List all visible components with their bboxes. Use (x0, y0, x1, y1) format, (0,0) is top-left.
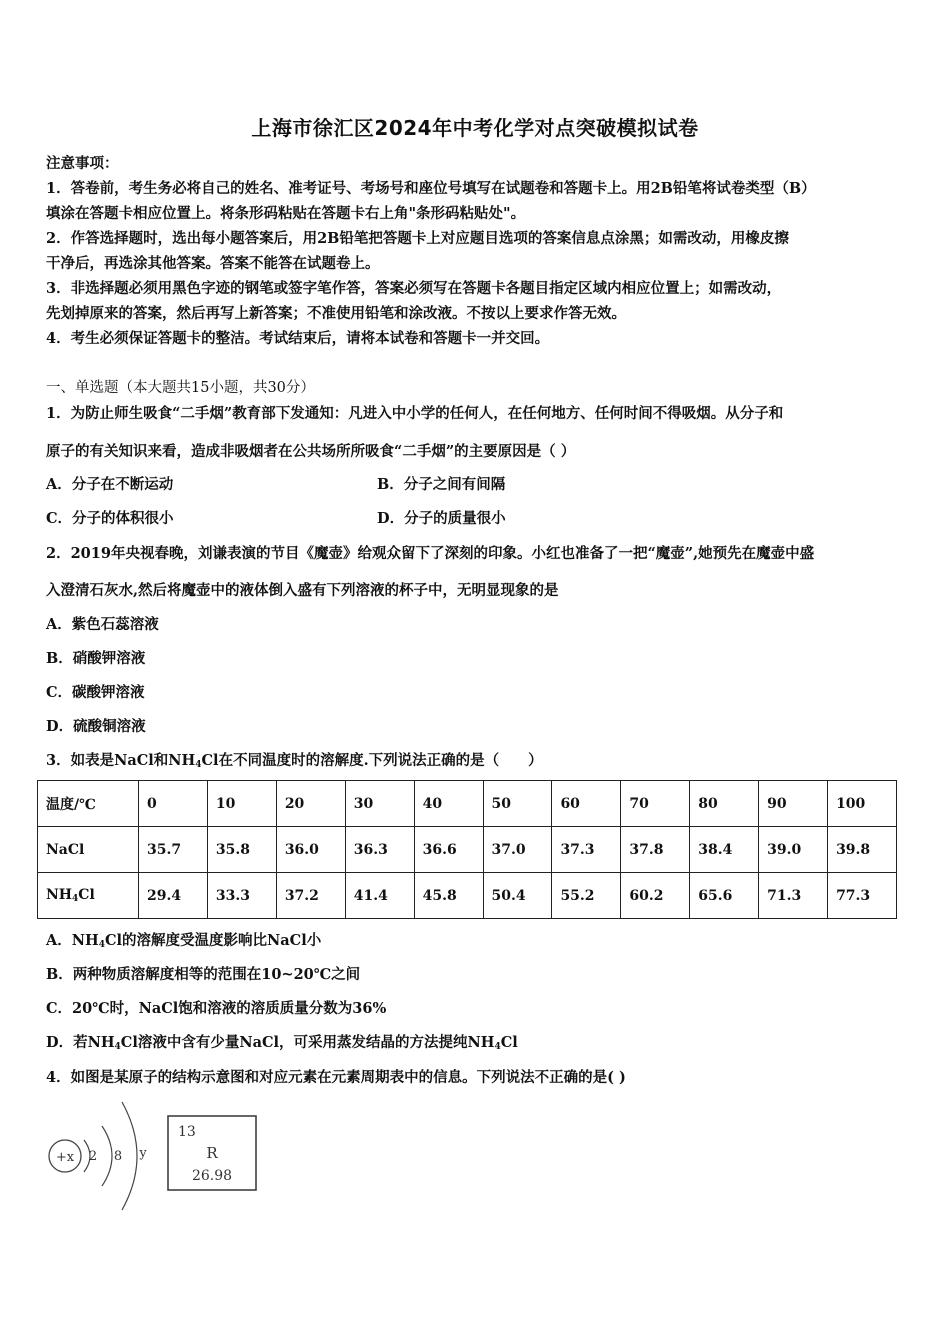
question-2-stem: 入澄清石灰水,然后将魔壶中的液体倒入盛有下列溶液的杯子中，无明显现象的是 (46, 582, 559, 599)
table-cell: 50 (483, 781, 552, 827)
table-row (38, 827, 897, 873)
table-cell: 37.2 (276, 873, 345, 919)
table-cell: 90 (759, 781, 828, 827)
question-4-stem: 4．如图是某原子的结构示意图和对应元素在元素周期表中的信息。下列说法不正确的是( ) (46, 1069, 626, 1086)
q3-option-a: A．$NH_4Cl$的溶解度受温度影响比NaCl小 (46, 932, 322, 950)
atom-structure-figure (40, 1094, 270, 1219)
table-cell: 39.8 (828, 827, 897, 873)
notice-line: 1．答卷前，考生务必将自己的姓名、准考证号、考场号和座位号填写在试题卷和答题卡上。用2B铅笔将试卷类型（B） (46, 180, 816, 197)
table-cell: 38.4 (690, 827, 759, 873)
solubility-table (37, 780, 897, 919)
table-cell: 10 (207, 781, 276, 827)
table-cell: 29.4 (139, 873, 208, 919)
table-cell: 80 (690, 781, 759, 827)
q1-option-c: C．分子的体积很小 (46, 510, 174, 527)
table-cell: 50.4 (483, 873, 552, 919)
q1-option-a: A．分子在不断运动 (46, 476, 174, 493)
question-2-stem: 2．2019年央视春晚，刘谦表演的节目《魔壶》给观众留下了深刻的印象。小红也准备了一把“魔壶”,她预先在魔壶中盛 (46, 545, 815, 562)
table-cell: 77.3 (828, 873, 897, 919)
table-cell: 41.4 (345, 873, 414, 919)
nucleus-charge: +x (55, 1150, 75, 1165)
notice-line: 2．作答选择题时，选出每小题答案后，用2B铅笔把答题卡上对应题目选项的答案信息点涂黑；如需改动，用橡皮擦 (46, 230, 789, 247)
table-cell: 71.3 (759, 873, 828, 919)
table-cell: 55.2 (552, 873, 621, 919)
table-cell: 60.2 (621, 873, 690, 919)
table-cell: 45.8 (414, 873, 483, 919)
table-cell: 30 (345, 781, 414, 827)
shell-3-count: y (139, 1146, 147, 1161)
notice-heading: 注意事项： (46, 155, 119, 172)
q2-option-d: D．硫酸铜溶液 (46, 718, 146, 735)
table-cell: 温度/℃ (38, 781, 139, 827)
shell-2-count: 8 (113, 1149, 123, 1164)
question-1-stem: 1．为防止师生吸食“二手烟”教育部下发通知：凡进入中小学的任何人，在任何地方、任何时间不得吸烟。从分子和 (46, 405, 784, 422)
shell-1-count: 2 (88, 1149, 98, 1164)
electron-shell-2 (102, 1126, 112, 1186)
table-cell: 36.6 (414, 827, 483, 873)
electron-shell-3 (122, 1102, 137, 1210)
table-cell: 37.0 (483, 827, 552, 873)
table-cell: 0 (139, 781, 208, 827)
table-cell: 37.3 (552, 827, 621, 873)
table-cell: 35.7 (139, 827, 208, 873)
q2-option-a: A．紫色石蕊溶液 (46, 616, 159, 633)
notice-line: 4．考生必须保证答题卡的整洁。考试结束后，请将本试卷和答题卡一并交回。 (46, 330, 550, 347)
q3-option-c: C．20℃时，NaCl饱和溶液的溶质质量分数为36% (46, 1000, 387, 1017)
table-cell: 40 (414, 781, 483, 827)
notice-line: 先划掉原来的答案，然后再写上新答案；不准使用铅笔和涂改液。不按以上要求作答无效。 (46, 305, 626, 322)
table-cell: 39.0 (759, 827, 828, 873)
question-3-stem: 3．如表是NaCl和$NH_4Cl$在不同温度时的溶解度.下列说法正确的是（ ） (46, 752, 543, 770)
table-cell: 33.3 (207, 873, 276, 919)
table-cell: 36.3 (345, 827, 414, 873)
atom-diagram (40, 1094, 270, 1219)
notice-line: 填涂在答题卡相应位置上。将条形码粘贴在答题卡右上角"条形码粘贴处"。 (46, 205, 526, 222)
table-cell: 36.0 (276, 827, 345, 873)
table-cell: 100 (828, 781, 897, 827)
table-row (38, 781, 897, 827)
notice-line: 3．非选择题必须用黑色字迹的钢笔或签字笔作答，答案必须写在答题卡各题目指定区域内相应位置上；如需改动， (46, 280, 782, 297)
section-heading: 一、单选题（本大题共15小题，共30分） (46, 380, 315, 396)
q3-option-b: B．两种物质溶解度相等的范围在10~20℃之间 (46, 966, 361, 983)
element-symbol: R (206, 1144, 218, 1162)
table-cell: 60 (552, 781, 621, 827)
q2-option-c: C．碳酸钾溶液 (46, 684, 145, 701)
q1-option-d: D．分子的质量很小 (377, 510, 506, 527)
table-cell: 70 (621, 781, 690, 827)
table-cell: $NH_4Cl$ (38, 873, 139, 919)
notice-line: 干净后，再选涂其他答案。答案不能答在试题卷上。 (46, 255, 380, 272)
atomic-number: 13 (178, 1124, 196, 1140)
q1-option-b: B．分子之间有间隔 (377, 476, 506, 493)
table-cell: 35.8 (207, 827, 276, 873)
atomic-mass: 26.98 (191, 1168, 233, 1184)
table-cell: 20 (276, 781, 345, 827)
page-title: 上海市徐汇区2024年中考化学对点突破模拟试卷 (251, 116, 699, 140)
table-cell: 65.6 (690, 873, 759, 919)
table-row (38, 873, 897, 919)
table-cell: 37.8 (621, 827, 690, 873)
q2-option-b: B．硝酸钾溶液 (46, 650, 146, 667)
q3-option-d: D．若$NH_4Cl$溶液中含有少量NaCl，可采用蒸发结晶的方法提纯$NH_4Cl$ (46, 1034, 518, 1052)
table-cell: NaCl (38, 827, 139, 873)
question-1-stem: 原子的有关知识来看，造成非吸烟者在公共场所所吸食“二手烟”的主要原因是（ ） (46, 443, 576, 460)
